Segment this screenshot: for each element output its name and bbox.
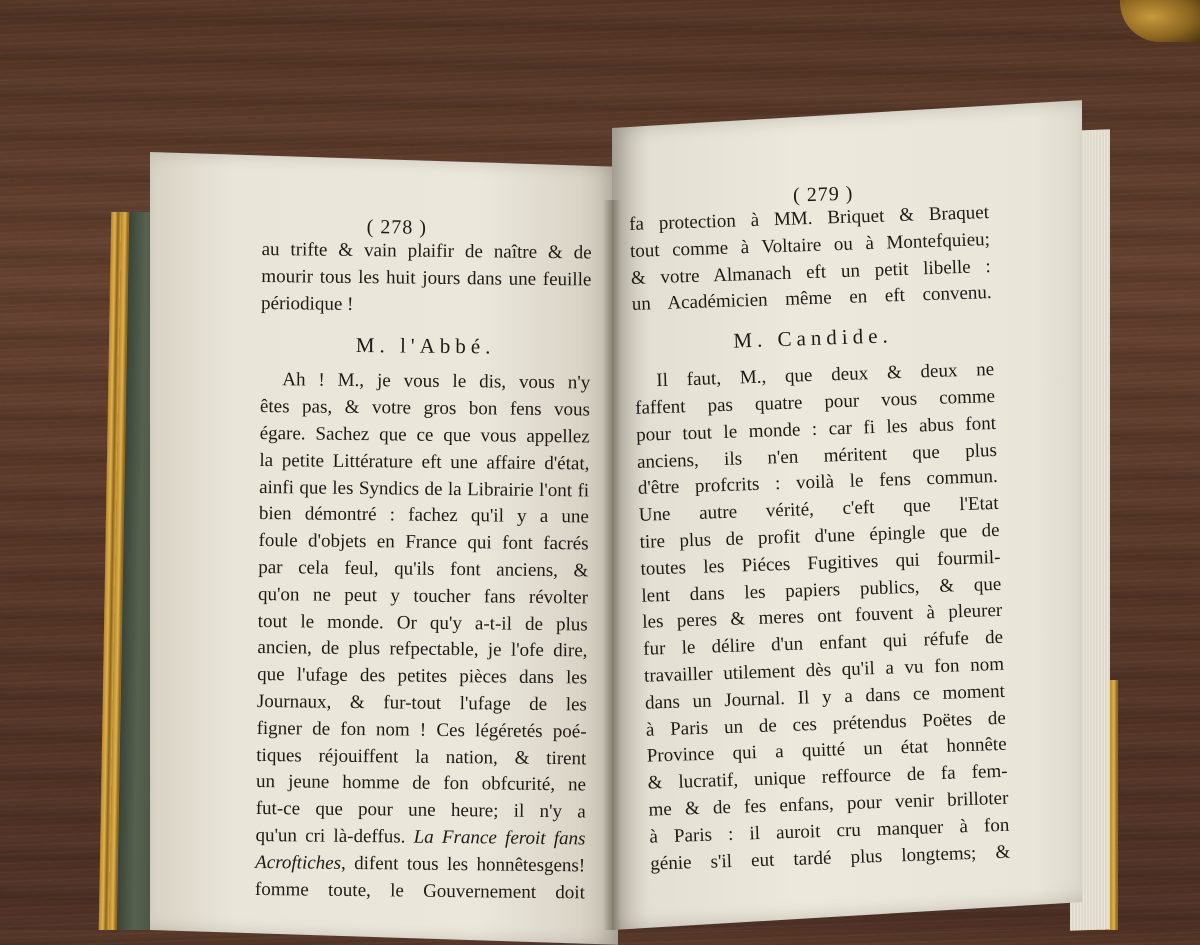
text-line: pour tout le monde : car fi les abus font (635, 412, 997, 446)
text-line: toutes les Piéces Fugitives qui fourmil- (640, 546, 1001, 580)
text-line: foule d'objets en France qui font facrés (258, 530, 589, 555)
text-line: Province qui a quitté un état honnête (646, 734, 1007, 768)
text-line: tout le monde. Or qu'y a-t-il de plus (257, 610, 588, 635)
text-line: par cela feul, qu'ils font anciens, & (258, 556, 589, 582)
left-page-text (255, 215, 592, 907)
text-line: ainfi que les Syndics de la Librairie l'ont fi (259, 476, 590, 502)
text-line: fur le délire d'un enfant qui réfufe de (642, 626, 1004, 660)
text-line (255, 823, 585, 853)
text-span: qu'un cri là-deffus. (255, 824, 406, 848)
text-line: bien démontré : fachez qu'il y a une (258, 503, 589, 528)
text-line: ancien, de plus refpectable, je l'ofe dire, (257, 637, 588, 662)
text-line: Une autre vérité, c'eft que l'Etat (638, 493, 999, 526)
text-line: fomme toute, le Gouvernement doit (254, 878, 586, 903)
text-line: à Paris un de ces prétendus Poëtes de (645, 707, 1007, 741)
text-line: qu'on ne peut y toucher fans révolter (257, 583, 589, 609)
text-line: figner de fon nom ! Ces légéretés poé- (256, 717, 587, 743)
text-line: me & de fes enfans, pour venir brilloter (648, 787, 1009, 821)
italic-quote: La France feroit fans (413, 826, 586, 850)
text-line: que l'ufage des petites pièces dans les (257, 664, 588, 689)
book-gutter (603, 200, 621, 930)
text-line: égare. Sachez que ce que vous appellez (259, 422, 590, 448)
text-line: & lucratif, unique reffource de fa fem- (647, 760, 1008, 794)
text-line: mourir tous les huit jours dans une feuille (261, 265, 592, 291)
text-line: tout comme à Voltaire ou à Montefquieu; (629, 228, 991, 262)
text-line: les peres & meres ont fouvent à pleurer (642, 600, 1003, 634)
text-line: lent dans les papiers publics, & que (641, 573, 1002, 607)
text-line: Il faut, M., que deux & deux ne (655, 359, 995, 392)
text-line: & votre Almanach eft un petit libelle : (630, 255, 992, 289)
text-line: fa protection à MM. Briquet & Braquet (628, 202, 990, 235)
text-line: Journaux, & fur-tout l'ufage de les (256, 690, 587, 716)
text-line: au trifte & vain plaifir de naître & de (261, 238, 592, 264)
text-line: d'être profcrits : voilà le fens commun. (637, 466, 999, 500)
text-line: un Académicien même en eft convenu. (631, 282, 992, 316)
text-line: dans un Journal. Il y a dans ce moment (644, 680, 1006, 714)
text-line: génie s'il eut tardé plus longtems; & (649, 841, 1011, 875)
right-page-text (628, 178, 1011, 878)
text-line: Ah ! M., je vous le dis, vous n'y (282, 369, 591, 394)
text-span: , difent tous les honnêtesgens! (340, 852, 586, 877)
text-line: êtes pas, & votre gros bon fens vous (259, 396, 591, 421)
speaker-heading-abbe: M. l'Abbé. (355, 333, 496, 359)
page-number-left: ( 278 ) (366, 216, 428, 239)
text-line: un jeune homme de fon obfcurité, ne (255, 771, 587, 796)
text-line (255, 850, 585, 880)
page-number-right: ( 279 ) (792, 182, 854, 207)
text-line: travailler utilement dès qu'il a vu fon nom (643, 653, 1005, 687)
text-line: tire plus de profit d'une épingle que de (639, 519, 1000, 553)
text-line: périodique ! (260, 292, 354, 315)
text-line: anciens, ils n'en méritent que plus (636, 439, 998, 473)
text-line: fut-ce que pour une heure; il n'y a (255, 798, 586, 823)
text-line: à Paris : il auroit cru manquer à fon (649, 814, 1010, 848)
text-line: faffent pas quatre pour vous comme (634, 385, 996, 419)
italic-word: Acroftiches (255, 851, 342, 874)
text-line: la petite Littérature eft une affaire d'état, (259, 449, 590, 475)
speaker-heading-candide: M. Candide. (732, 323, 894, 353)
text-line: tiques réjouiffent la nation, & tirent (256, 744, 587, 769)
